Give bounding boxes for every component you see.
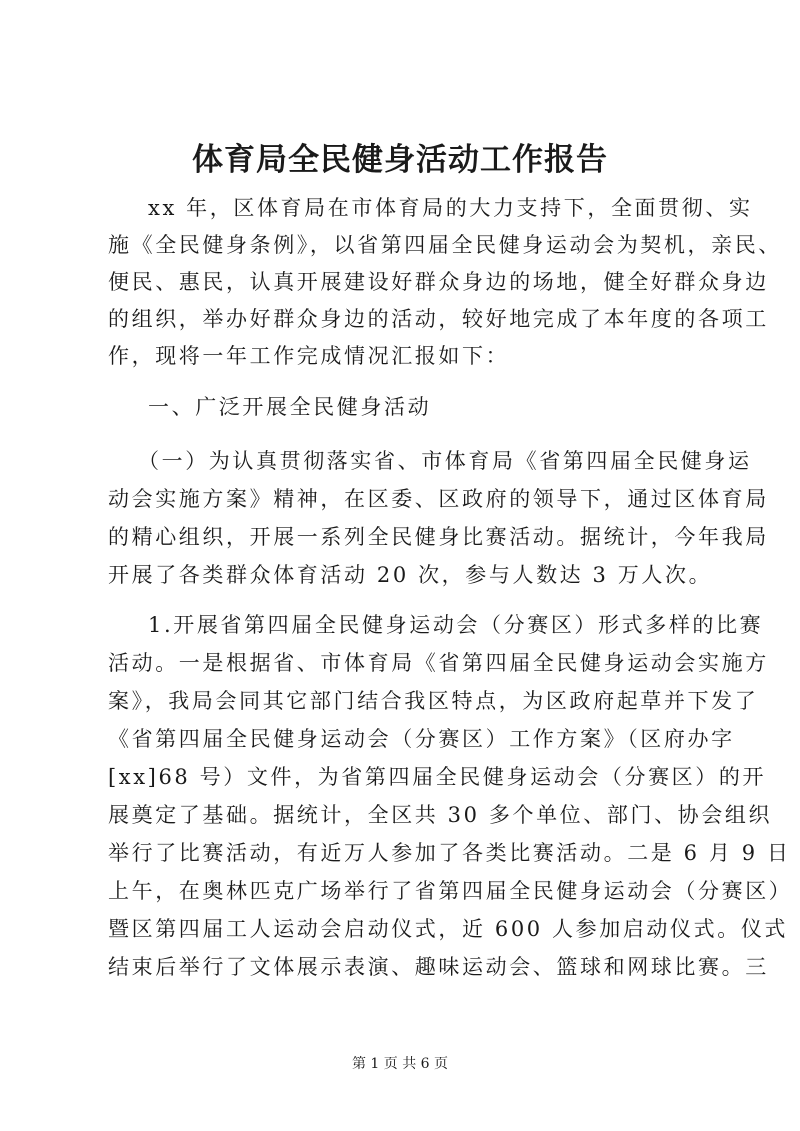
document-title: 体育局全民健身活动工作报告 (192, 142, 608, 178)
body-line: 作，现将一年工作完成情况汇报如下： (108, 344, 510, 368)
body-line: 动会实施方案》精神，在区委、区政府的领导下，通过区体育局 (108, 487, 769, 511)
body-line: 的组织，举办好群众身边的活动，较好地完成了本年度的各项工 (108, 307, 769, 331)
body-line: 暨区第四届工人运动会启动仪式，近 600 人参加启动仪式。仪式 (108, 917, 789, 941)
body-line: 便民、惠民，认真开展建设好群众身边的场地，健全好群众身边 (108, 270, 769, 294)
body-line: 《省第四届全民健身运动会（分赛区）工作方案》（区府办字 (108, 727, 735, 751)
page-indicator: 第 1 页 共 6 页 (351, 1056, 449, 1072)
body-line: （一）为认真贯彻落实省、市体育局《省第四届全民健身运 (138, 449, 752, 473)
body-line: 案》，我局会同其它部门结合我区特点，为区政府起草并下发了 (108, 689, 759, 713)
body-line: 开展了各类群众体育活动 20 次，参与人数达 3 万人次。 (108, 563, 713, 587)
body-line: 结束后举行了文体展示表演、趣味运动会、篮球和网球比赛。三 (108, 955, 769, 979)
body-line: 展奠定了基础。据统计，全区共 30 多个单位、部门、协会组织 (108, 803, 773, 827)
body-line: 上午，在奥林匹克广场举行了省第四届全民健身运动会（分赛区） (108, 879, 793, 903)
body-line: xx 年，区体育局在市体育局的大力支持下，全面贯彻、实 (148, 196, 753, 220)
body-line: 举行了比赛活动，有近万人参加了各类比赛活动。二是 6 月 9 日 (108, 841, 791, 865)
section-heading: 一、广泛开展全民健身活动 (148, 395, 432, 419)
body-line: 活动。一是根据省、市体育局《省第四届全民健身运动会实施方 (108, 651, 769, 675)
body-line: 的精心组织，开展一系列全民健身比赛活动。据统计，今年我局 (108, 525, 769, 549)
body-line: 1.开展省第四届全民健身运动会（分赛区）形式多样的比赛 (148, 613, 764, 637)
body-line: 施《全民健身条例》，以省第四届全民健身运动会为契机，亲民、 (108, 233, 782, 257)
body-line: [xx]68 号）文件，为省第四届全民健身运动会（分赛区）的开 (108, 765, 767, 789)
